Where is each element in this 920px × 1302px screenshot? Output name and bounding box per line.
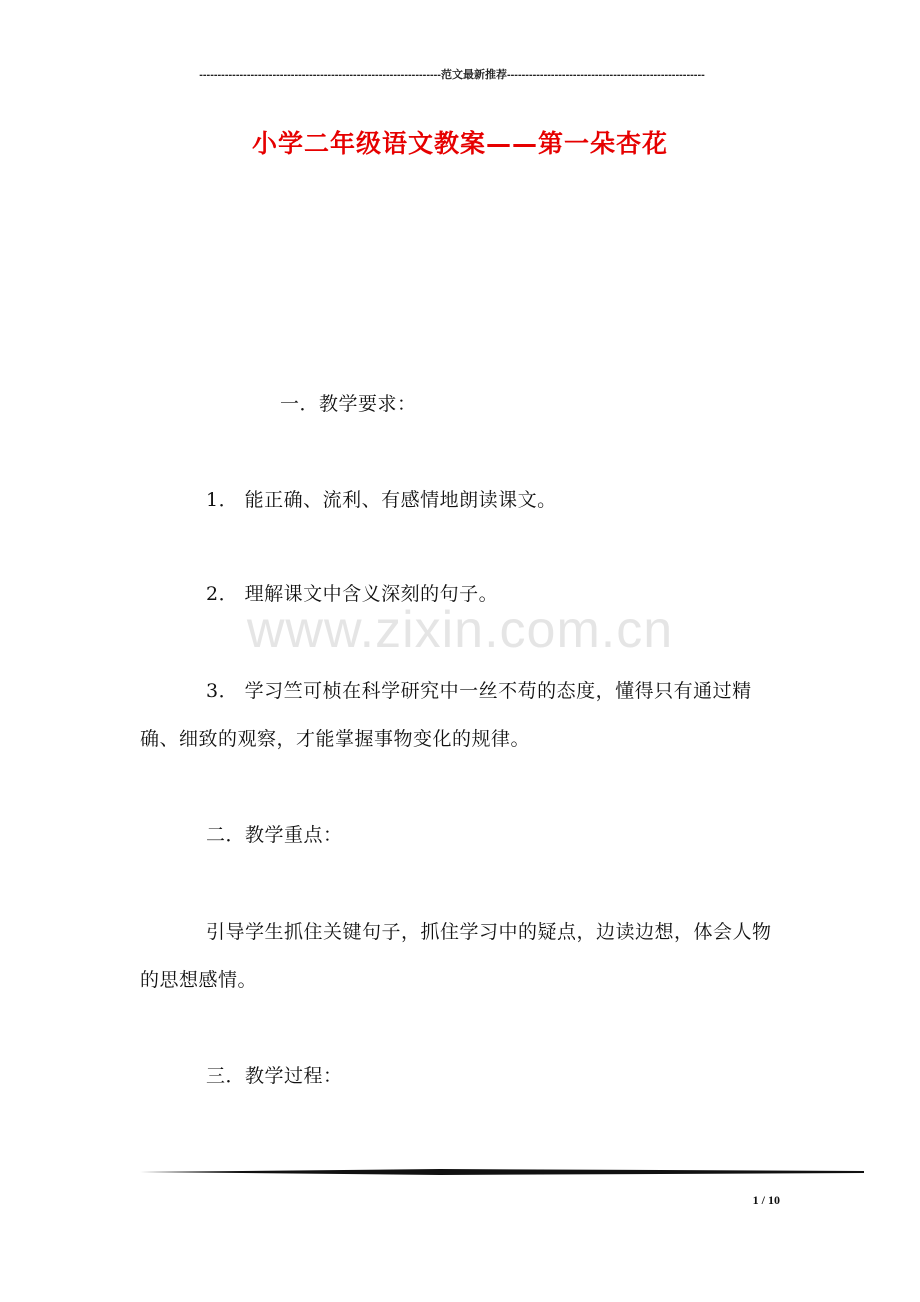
requirement-item-2: 2． 理解课文中含义深刻的句子。 xyxy=(206,583,499,605)
key-points-body: 引导学生抓住关键句子，抓住学习中的疑点，边读边想，体会人物的思想感情。 xyxy=(140,921,772,991)
watermark-text: www.zixin.com.cn xyxy=(246,601,674,659)
section-heading-key-points: 二．教学重点： xyxy=(206,824,343,846)
requirement-item-3: 3． 学习竺可桢在科学研究中一丝不苟的态度，懂得只有通过精确、细致的观察，才能掌握事物变化的规律。 xyxy=(140,680,752,750)
footer-rule xyxy=(140,1168,864,1176)
page-header: ------------------------------------------------------------------范文最新推荐------------------------------------------------------ xyxy=(199,69,705,81)
section-heading-process: 三．教学过程： xyxy=(206,1065,343,1087)
page-number: 1 / 10 xyxy=(752,1193,780,1207)
document-title: 小学二年级语文教案——第一朵杏花 xyxy=(251,129,668,158)
section-heading-requirements: 一．教学要求： xyxy=(280,393,417,415)
requirement-item-1: 1． 能正确、流利、有感情地朗读课文。 xyxy=(206,489,557,511)
